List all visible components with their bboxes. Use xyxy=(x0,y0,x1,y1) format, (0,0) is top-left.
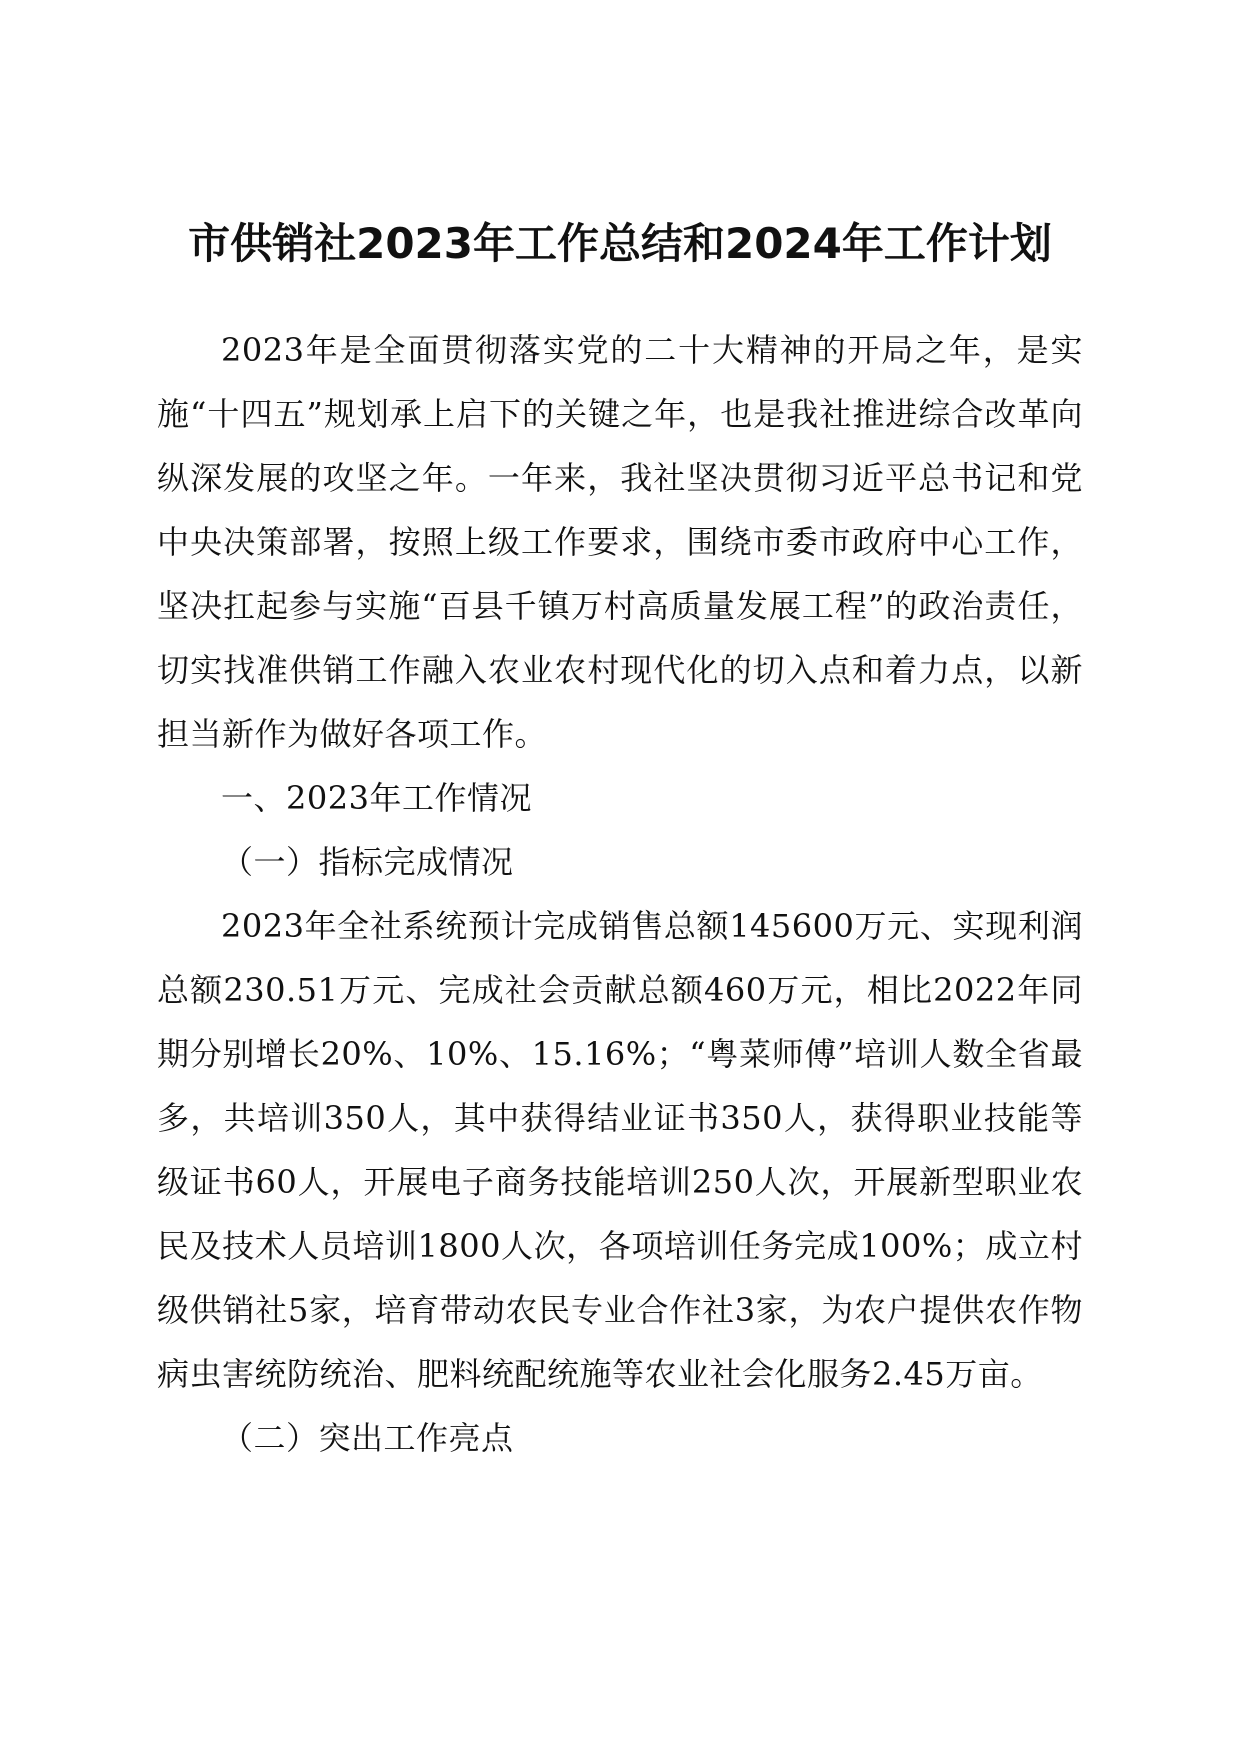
subsection-heading-2: （二）突出工作亮点 xyxy=(221,1419,514,1457)
intro-paragraph: 2023年是全面贯彻落实党的二十大精神的开局之年，是实施“十四五”规划承上启下的关键之年，也是我社推进综合改革向纵深发展的攻坚之年。一年来，我社坚决贯彻习近平总书记和党中央决策部署，按照上级工作要求，围绕市委市政府中心工作，坚决扛起参与实施“百县千镇万村高质量发展工程”的政治责任，切实找准供销工作融入农业农村现代化的切入点和着力点，以新担当新作为做好各项工作。 xyxy=(157,331,1083,753)
indicator-paragraph: 2023年全社系统预计完成销售总额145600万元、实现利润总额230.51万元、完成社会贡献总额460万元，相比2022年同期分别增长20%、10%、15.16%；“粤菜师傅”培训人数全省最多，共培训350人，其中获得结业证书350人，获得职业技能等级证书60人，开展电子商务技能培训250人次，开展新型职业农民及技术人员培训1800人次，各项培训任务完成100%；成立村级供销社5家，培育带动农民专业合作社3家，为农户提供农作物病虫害统防统治、肥料统配统施等农业社会化服务2.45万亩。 xyxy=(157,907,1083,1393)
document-title: 市供销社2023年工作总结和2024年工作计划 xyxy=(188,219,1052,268)
document-body xyxy=(157,318,1083,1470)
subsection-heading-1: （一）指标完成情况 xyxy=(221,843,514,881)
section-heading-1: 一、2023年工作情况 xyxy=(221,779,532,817)
